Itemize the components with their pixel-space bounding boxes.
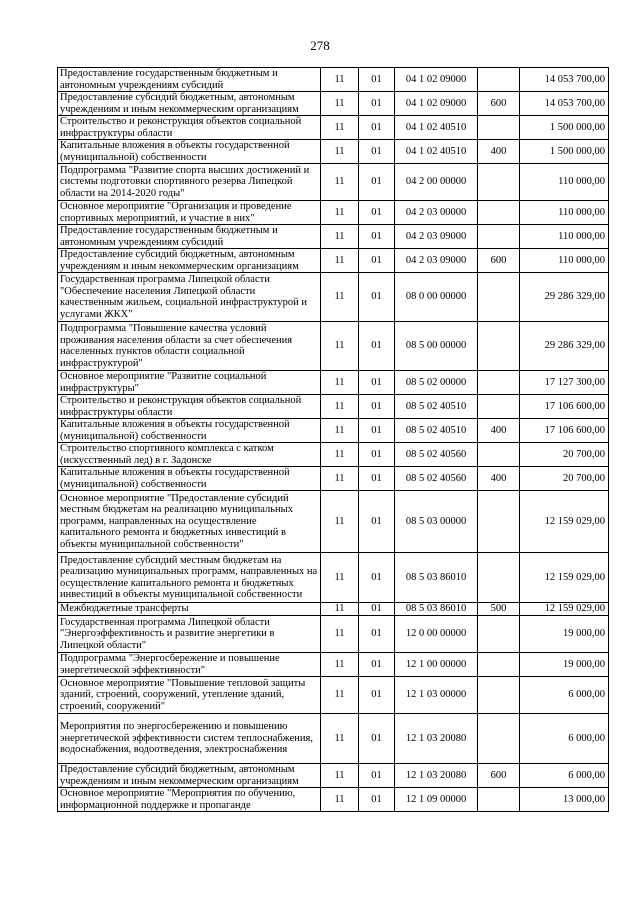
amount-cell: 17 127 300,00 [520,371,609,395]
table-row [58,714,609,764]
section-code-cell: 11 [321,225,359,249]
section-code-cell: 11 [321,443,359,467]
section-code-cell: 11 [321,92,359,116]
target-article-cell: 04 2 03 09000 [395,225,478,249]
subsection-code-cell: 01 [359,764,395,788]
budget-name-cell: Предоставление субсидий местным бюджетам на реализацию муниципальных программ, направленных на осуществление капитального ремонта и бюджетных инвестиций в объекты муниципальной собственности [58,553,321,603]
table-row [58,116,609,140]
section-code-cell: 11 [321,322,359,371]
expense-type-cell: 400 [478,419,520,443]
table-row [58,491,609,553]
subsection-code-cell: 01 [359,419,395,443]
section-code-cell: 11 [321,419,359,443]
table-row [58,653,609,677]
target-article-cell: 08 5 03 00000 [395,491,478,553]
expense-type-cell: 600 [478,764,520,788]
section-code-cell: 11 [321,653,359,677]
subsection-code-cell: 01 [359,68,395,92]
expense-type-cell: 400 [478,467,520,491]
table-row [58,249,609,273]
table-row [58,92,609,116]
budget-name-cell: Капитальные вложения в объекты государственной (муниципальной) собственности [58,419,321,443]
budget-name-cell: Государственная программа Липецкой области "Энергоэффективность и развитие энергетики в Липецкой области" [58,616,321,653]
section-code-cell: 11 [321,371,359,395]
budget-table-body [58,68,609,812]
target-article-cell: 08 5 00 00000 [395,322,478,371]
section-code-cell: 11 [321,68,359,92]
subsection-code-cell: 01 [359,467,395,491]
subsection-code-cell: 01 [359,491,395,553]
target-article-cell: 04 1 02 40510 [395,140,478,164]
amount-cell: 110 000,00 [520,249,609,273]
subsection-code-cell: 01 [359,788,395,812]
subsection-code-cell: 01 [359,322,395,371]
subsection-code-cell: 01 [359,273,395,322]
subsection-code-cell: 01 [359,164,395,201]
budget-name-cell: Межбюджетные трансферты [58,603,321,616]
target-article-cell: 12 1 03 00000 [395,677,478,714]
budget-name-cell: Строительство спортивного комплекса с катком (искусственный лед) в г. Задонске [58,443,321,467]
budget-name-cell: Предоставление государственным бюджетным и автономным учреждениям субсидий [58,225,321,249]
budget-name-cell: Основное мероприятие "Повышение тепловой защиты зданий, строений, сооружений, утепление зданий, строений, сооружений" [58,677,321,714]
budget-name-cell: Основное мероприятие "Мероприятия по обучению, информационной поддержке и пропаганде [58,788,321,812]
budget-name-cell: Основное мероприятие "Развитие социальной инфраструктуры" [58,371,321,395]
budget-name-cell: Государственная программа Липецкой области "Обеспечение населения Липецкой области качественным жильем, социальной инфраструктурой и услугами ЖКХ" [58,273,321,322]
budget-name-cell: Подпрограмма "Энергосбережение и повышение энергетической эффективности" [58,653,321,677]
section-code-cell: 11 [321,764,359,788]
budget-name-cell: Основное мероприятие "Предоставление субсидий местным бюджетам на реализацию муниципальных программ, направленных на осуществление капитального ремонта и бюджетных инвестиций в объекты муниципальной собственности" [58,491,321,553]
target-article-cell: 08 5 02 40560 [395,443,478,467]
amount-cell: 17 106 600,00 [520,419,609,443]
amount-cell: 110 000,00 [520,164,609,201]
section-code-cell: 11 [321,491,359,553]
target-article-cell: 12 1 00 00000 [395,653,478,677]
table-row [58,616,609,653]
budget-name-cell: Мероприятия по энергосбережению и повышению энергетической эффективности систем теплоснабжения, водоснабжения, водоотведения, электроснабжения [58,714,321,764]
table-row [58,164,609,201]
amount-cell: 1 500 000,00 [520,140,609,164]
subsection-code-cell: 01 [359,249,395,273]
amount-cell: 20 700,00 [520,467,609,491]
amount-cell: 110 000,00 [520,201,609,225]
budget-name-cell: Предоставление государственным бюджетным и автономным учреждениям субсидий [58,68,321,92]
table-row [58,443,609,467]
subsection-code-cell: 01 [359,140,395,164]
target-article-cell: 04 2 03 09000 [395,249,478,273]
expense-type-cell [478,443,520,467]
target-article-cell: 08 5 02 40560 [395,467,478,491]
amount-cell: 6 000,00 [520,764,609,788]
expense-type-cell [478,116,520,140]
table-row [58,201,609,225]
amount-cell: 29 286 329,00 [520,322,609,371]
budget-name-cell: Капитальные вложения в объекты государственной (муниципальной) собственности [58,467,321,491]
subsection-code-cell: 01 [359,395,395,419]
expense-type-cell: 600 [478,249,520,273]
expense-type-cell [478,788,520,812]
table-row [58,371,609,395]
table-row [58,553,609,603]
expense-type-cell [478,371,520,395]
section-code-cell: 11 [321,714,359,764]
target-article-cell: 08 5 02 00000 [395,371,478,395]
amount-cell: 110 000,00 [520,225,609,249]
target-article-cell: 04 2 03 00000 [395,201,478,225]
section-code-cell: 11 [321,603,359,616]
section-code-cell: 11 [321,677,359,714]
target-article-cell: 12 1 03 20080 [395,764,478,788]
amount-cell: 29 286 329,00 [520,273,609,322]
expense-type-cell [478,164,520,201]
expense-type-cell [478,491,520,553]
table-row [58,467,609,491]
table-row [58,140,609,164]
table-row [58,677,609,714]
expense-type-cell [478,553,520,603]
expense-type-cell [478,68,520,92]
amount-cell: 19 000,00 [520,653,609,677]
target-article-cell: 04 1 02 09000 [395,92,478,116]
expense-type-cell [478,225,520,249]
amount-cell: 12 159 029,00 [520,603,609,616]
section-code-cell: 11 [321,201,359,225]
section-code-cell: 11 [321,273,359,322]
expense-type-cell: 600 [478,92,520,116]
subsection-code-cell: 01 [359,553,395,603]
amount-cell: 20 700,00 [520,443,609,467]
target-article-cell: 08 5 02 40510 [395,419,478,443]
expense-type-cell [478,616,520,653]
subsection-code-cell: 01 [359,443,395,467]
table-row [58,322,609,371]
expense-type-cell: 500 [478,603,520,616]
target-article-cell: 08 5 03 86010 [395,603,478,616]
expense-type-cell: 400 [478,140,520,164]
budget-name-cell: Строительство и реконструкция объектов социальной инфраструктуры области [58,395,321,419]
section-code-cell: 11 [321,116,359,140]
section-code-cell: 11 [321,140,359,164]
expense-type-cell [478,322,520,371]
section-code-cell: 11 [321,553,359,603]
subsection-code-cell: 01 [359,92,395,116]
budget-table [57,67,609,812]
budget-name-cell: Подпрограмма "Развитие спорта высших достижений и системы подготовки спортивного резерва Липецкой области на 2014-2020 годы" [58,164,321,201]
table-row [58,68,609,92]
expense-type-cell [478,273,520,322]
expense-type-cell [478,677,520,714]
budget-name-cell: Подпрограмма "Повышение качества условий проживания населения области за счет обеспечения населенных пунктов области социальной инфраструктурой" [58,322,321,371]
section-code-cell: 11 [321,467,359,491]
table-row [58,225,609,249]
subsection-code-cell: 01 [359,201,395,225]
amount-cell: 14 053 700,00 [520,68,609,92]
amount-cell: 1 500 000,00 [520,116,609,140]
amount-cell: 13 000,00 [520,788,609,812]
target-article-cell: 08 0 00 00000 [395,273,478,322]
budget-name-cell: Основное мероприятие "Организация и проведение спортивных мероприятий, и участие в них" [58,201,321,225]
target-article-cell: 04 2 00 00000 [395,164,478,201]
subsection-code-cell: 01 [359,653,395,677]
section-code-cell: 11 [321,164,359,201]
subsection-code-cell: 01 [359,225,395,249]
section-code-cell: 11 [321,616,359,653]
expense-type-cell [478,395,520,419]
amount-cell: 17 106 600,00 [520,395,609,419]
budget-name-cell: Капитальные вложения в объекты государственной (муниципальной) собственности [58,140,321,164]
subsection-code-cell: 01 [359,677,395,714]
amount-cell: 12 159 029,00 [520,553,609,603]
target-article-cell: 12 1 03 20080 [395,714,478,764]
target-article-cell: 04 1 02 09000 [395,68,478,92]
budget-name-cell: Предоставление субсидий бюджетным, автономным учреждениям и иным некоммерческим организациям [58,249,321,273]
table-row [58,273,609,322]
section-code-cell: 11 [321,249,359,273]
section-code-cell: 11 [321,788,359,812]
amount-cell: 6 000,00 [520,714,609,764]
table-row [58,764,609,788]
amount-cell: 19 000,00 [520,616,609,653]
subsection-code-cell: 01 [359,371,395,395]
amount-cell: 12 159 029,00 [520,491,609,553]
expense-type-cell [478,201,520,225]
budget-name-cell: Предоставление субсидий бюджетным, автономным учреждениям и иным некоммерческим организациям [58,764,321,788]
expense-type-cell [478,653,520,677]
subsection-code-cell: 01 [359,714,395,764]
target-article-cell: 12 0 00 00000 [395,616,478,653]
subsection-code-cell: 01 [359,616,395,653]
table-row [58,603,609,616]
subsection-code-cell: 01 [359,116,395,140]
expense-type-cell [478,714,520,764]
target-article-cell: 08 5 03 86010 [395,553,478,603]
page-number: 278 [310,38,330,53]
subsection-code-cell: 01 [359,603,395,616]
table-row [58,419,609,443]
target-article-cell: 12 1 09 00000 [395,788,478,812]
amount-cell: 14 053 700,00 [520,92,609,116]
table-row [58,788,609,812]
target-article-cell: 08 5 02 40510 [395,395,478,419]
table-row [58,395,609,419]
target-article-cell: 04 1 02 40510 [395,116,478,140]
amount-cell: 6 000,00 [520,677,609,714]
budget-name-cell: Строительство и реконструкция объектов социальной инфраструктуры области [58,116,321,140]
budget-name-cell: Предоставление субсидий бюджетным, автономным учреждениям и иным некоммерческим организациям [58,92,321,116]
section-code-cell: 11 [321,395,359,419]
